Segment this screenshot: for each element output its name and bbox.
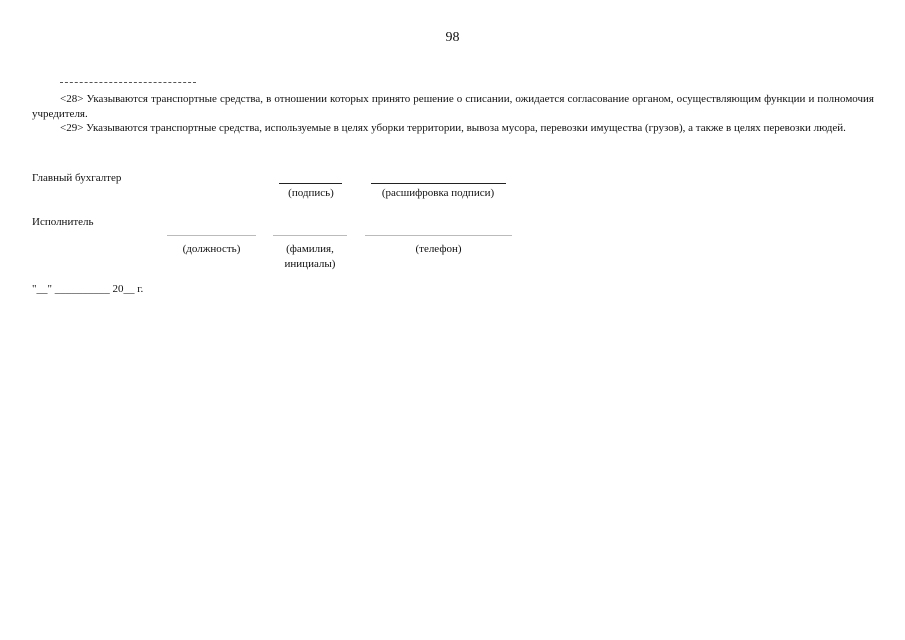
phone-caption: (телефон) [415,243,462,255]
chief-accountant-label: Главный бухгалтер [32,172,122,184]
position-line [167,235,256,236]
signature-line [279,183,342,184]
phone-line [365,235,512,236]
signature-caption: (подпись) [288,187,334,199]
footnote-separator [60,82,196,83]
footnote-28: <28> Указываются транспортные средства, в отношении которых принято решение о списании, ожидается согласование органом, осуществляющим функции и полномочия учредителя. [32,93,874,120]
footnote-29: <29> Указываются транспортные средства, используемые в целях уборки территории, вывоза мусора, перевозки имущества (грузов), а также в целях перевозки людей. [60,122,846,134]
name-caption: (фамилия, инициалы) [284,243,336,270]
signature-decoding-caption: (расшифровка подписи) [381,187,495,199]
date-line: "__" __________ 20__ г. [32,283,144,295]
executor-label: Исполнитель [32,216,94,228]
position-caption: (должность) [182,243,241,255]
signature-decoding-line [371,183,506,184]
page-number: 98 [445,30,460,45]
name-line [273,235,347,236]
